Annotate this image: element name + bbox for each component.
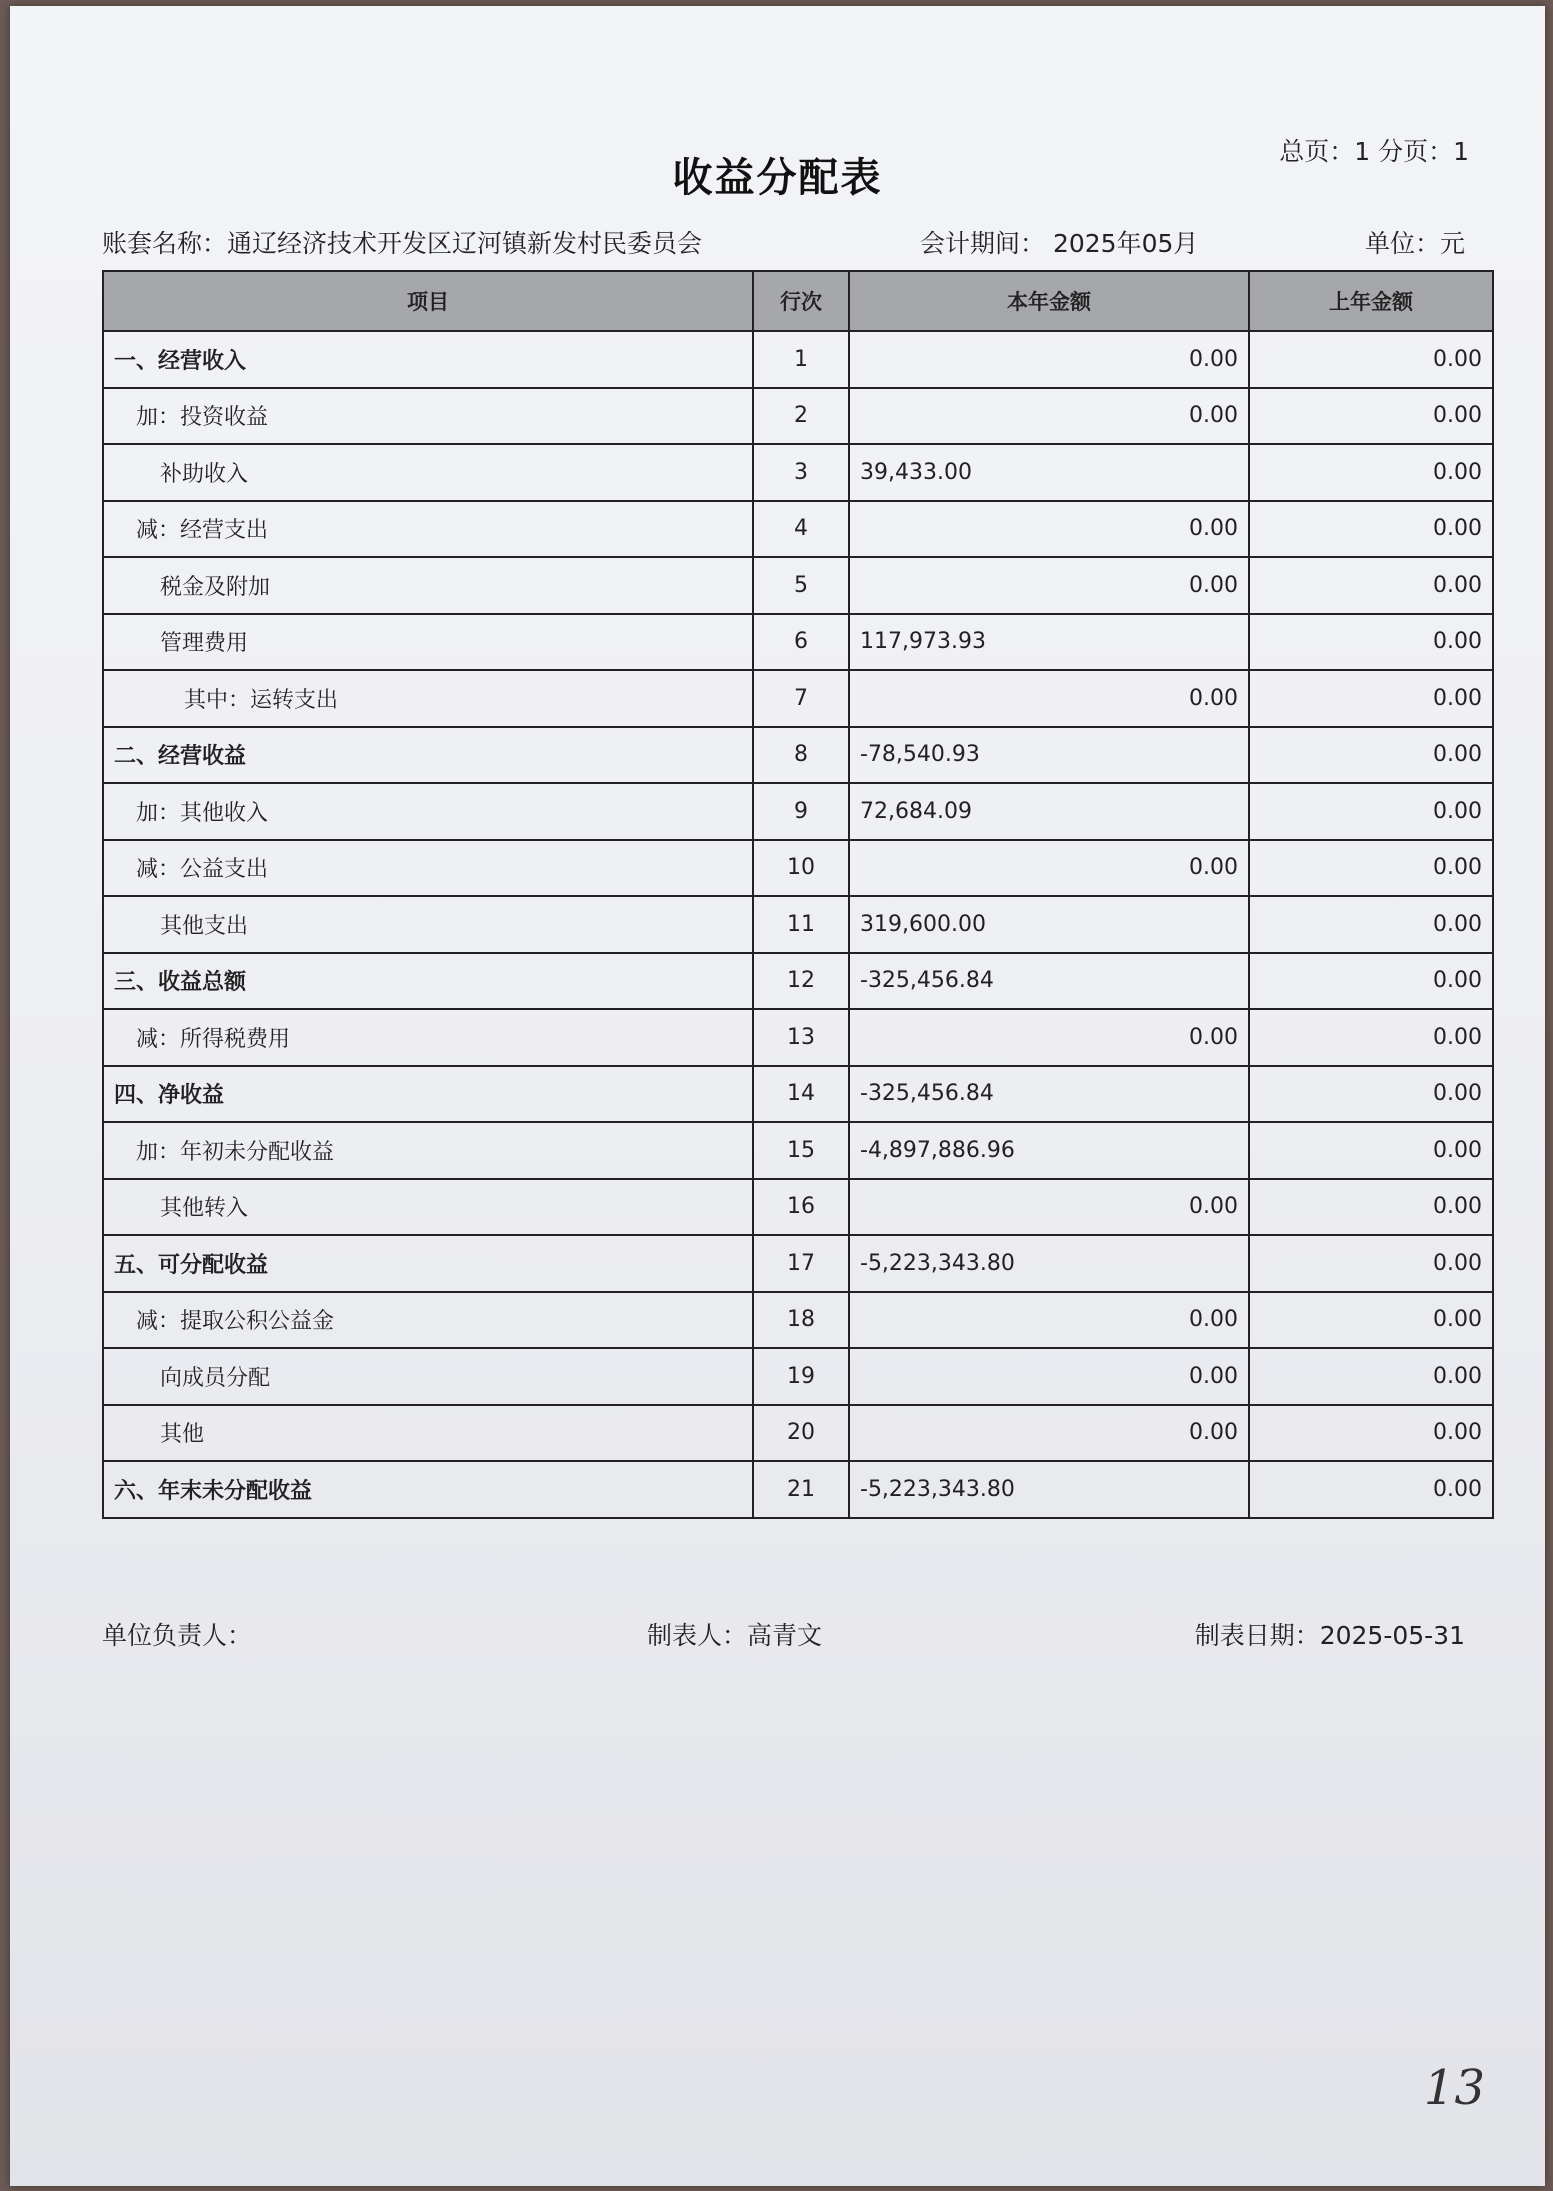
current-year-amount: 0.00 [849, 1405, 1249, 1462]
prior-year-amount: 0.00 [1249, 331, 1493, 388]
prior-year-amount: 0.00 [1249, 783, 1493, 840]
prior-year-amount: 0.00 [1249, 557, 1493, 614]
table-row [103, 1009, 1493, 1066]
current-year-amount: 0.00 [849, 388, 1249, 445]
account-name: 账套名称：通辽经济技术开发区辽河镇新发村民委员会 [102, 229, 703, 258]
row-item-label: 一、经营收入 [103, 331, 753, 388]
document-page [10, 6, 1545, 2186]
row-item-label: 二、经营收益 [103, 727, 753, 784]
table-row [103, 783, 1493, 840]
person-in-charge: 单位负责人： [102, 1621, 253, 1650]
row-number: 1 [753, 331, 849, 388]
row-item-label: 加：年初未分配收益 [103, 1122, 753, 1179]
row-item-label: 其他支出 [103, 896, 753, 953]
page-title: 收益分配表 [672, 155, 883, 201]
table-row [103, 614, 1493, 671]
row-item-label: 减：公益支出 [103, 840, 753, 897]
row-number: 15 [753, 1122, 849, 1179]
prior-year-amount: 0.00 [1249, 614, 1493, 671]
current-year-amount: 0.00 [849, 840, 1249, 897]
table-row [103, 501, 1493, 558]
current-year-amount: 0.00 [849, 331, 1249, 388]
row-item-label: 其他 [103, 1405, 753, 1462]
prior-year-amount: 0.00 [1249, 444, 1493, 501]
accounting-period: 会计期间： 2025年05月 [920, 229, 1199, 258]
row-number: 5 [753, 557, 849, 614]
prior-year-amount: 0.00 [1249, 1122, 1493, 1179]
table-row [103, 896, 1493, 953]
table-row [103, 727, 1493, 784]
prior-year-amount: 0.00 [1249, 1461, 1493, 1518]
prepared-date: 制表日期：2025-05-31 [1194, 1621, 1465, 1650]
column-header-row-no: 行次 [753, 271, 849, 331]
row-number: 18 [753, 1292, 849, 1349]
current-year-amount: -5,223,343.80 [849, 1235, 1249, 1292]
meta-row [102, 224, 1465, 264]
prior-year-amount: 0.00 [1249, 953, 1493, 1010]
current-year-amount: 0.00 [849, 557, 1249, 614]
row-number: 11 [753, 896, 849, 953]
signature-footer [102, 1616, 1465, 1656]
row-number: 4 [753, 501, 849, 558]
table-row [103, 1348, 1493, 1405]
prior-year-amount: 0.00 [1249, 727, 1493, 784]
table-row [103, 1292, 1493, 1349]
table-row [103, 444, 1493, 501]
row-item-label: 五、可分配收益 [103, 1235, 753, 1292]
prior-year-amount: 0.00 [1249, 1292, 1493, 1349]
row-number: 9 [753, 783, 849, 840]
row-item-label: 管理费用 [103, 614, 753, 671]
row-item-label: 减：提取公积公益金 [103, 1292, 753, 1349]
row-number: 2 [753, 388, 849, 445]
row-item-label: 税金及附加 [103, 557, 753, 614]
column-header-prior-year: 上年金额 [1249, 271, 1493, 331]
row-number: 16 [753, 1179, 849, 1236]
table-row [103, 388, 1493, 445]
prepared-by: 制表人：高青文 [647, 1621, 823, 1650]
table-row [103, 1179, 1493, 1236]
handwritten-page-number: 13 [1423, 2060, 1485, 2116]
prior-year-amount: 0.00 [1249, 1235, 1493, 1292]
row-item-label: 补助收入 [103, 444, 753, 501]
column-header-current-year: 本年金额 [849, 271, 1249, 331]
row-number: 14 [753, 1066, 849, 1123]
prior-year-amount: 0.00 [1249, 840, 1493, 897]
table-row [103, 1405, 1493, 1462]
table-row [103, 331, 1493, 388]
prior-year-amount: 0.00 [1249, 501, 1493, 558]
column-header-item: 项目 [103, 271, 753, 331]
row-number: 10 [753, 840, 849, 897]
prior-year-amount: 0.00 [1249, 1348, 1493, 1405]
current-year-amount: -325,456.84 [849, 953, 1249, 1010]
table-row [103, 1066, 1493, 1123]
current-year-amount: 0.00 [849, 501, 1249, 558]
table-row [103, 1461, 1493, 1518]
table-row [103, 557, 1493, 614]
prior-year-amount: 0.00 [1249, 1009, 1493, 1066]
prior-year-amount: 0.00 [1249, 896, 1493, 953]
current-year-amount: 0.00 [849, 1179, 1249, 1236]
current-year-amount: 0.00 [849, 1292, 1249, 1349]
prior-year-amount: 0.00 [1249, 670, 1493, 727]
current-year-amount: 117,973.93 [849, 614, 1249, 671]
row-number: 17 [753, 1235, 849, 1292]
table-row [103, 670, 1493, 727]
current-year-amount: -4,897,886.96 [849, 1122, 1249, 1179]
current-year-amount: 0.00 [849, 1348, 1249, 1405]
page-info: 总页：1 分页：1 [1279, 137, 1469, 166]
table-row [103, 1235, 1493, 1292]
current-year-amount: 72,684.09 [849, 783, 1249, 840]
row-number: 6 [753, 614, 849, 671]
income-distribution-table [102, 270, 1494, 1519]
current-year-amount: 0.00 [849, 1009, 1249, 1066]
row-number: 19 [753, 1348, 849, 1405]
row-item-label: 加：其他收入 [103, 783, 753, 840]
row-number: 8 [753, 727, 849, 784]
row-number: 3 [753, 444, 849, 501]
prior-year-amount: 0.00 [1249, 1066, 1493, 1123]
current-year-amount: -78,540.93 [849, 727, 1249, 784]
current-year-amount: 319,600.00 [849, 896, 1249, 953]
prior-year-amount: 0.00 [1249, 1405, 1493, 1462]
row-item-label: 加：投资收益 [103, 388, 753, 445]
current-year-amount: -5,223,343.80 [849, 1461, 1249, 1518]
row-item-label: 六、年末未分配收益 [103, 1461, 753, 1518]
row-item-label: 三、收益总额 [103, 953, 753, 1010]
table-row [103, 953, 1493, 1010]
table-header-row [103, 271, 1493, 331]
prior-year-amount: 0.00 [1249, 388, 1493, 445]
row-item-label: 四、净收益 [103, 1066, 753, 1123]
row-item-label: 向成员分配 [103, 1348, 753, 1405]
prior-year-amount: 0.00 [1249, 1179, 1493, 1236]
current-year-amount: 39,433.00 [849, 444, 1249, 501]
currency-unit: 单位：元 [1364, 229, 1465, 258]
table-row [103, 1122, 1493, 1179]
row-number: 12 [753, 953, 849, 1010]
current-year-amount: -325,456.84 [849, 1066, 1249, 1123]
row-number: 7 [753, 670, 849, 727]
current-year-amount: 0.00 [849, 670, 1249, 727]
row-item-label: 其他转入 [103, 1179, 753, 1236]
row-number: 21 [753, 1461, 849, 1518]
row-item-label: 减：所得税费用 [103, 1009, 753, 1066]
row-item-label: 减：经营支出 [103, 501, 753, 558]
row-number: 13 [753, 1009, 849, 1066]
row-number: 20 [753, 1405, 849, 1462]
row-item-label: 其中：运转支出 [103, 670, 753, 727]
table-row [103, 840, 1493, 897]
